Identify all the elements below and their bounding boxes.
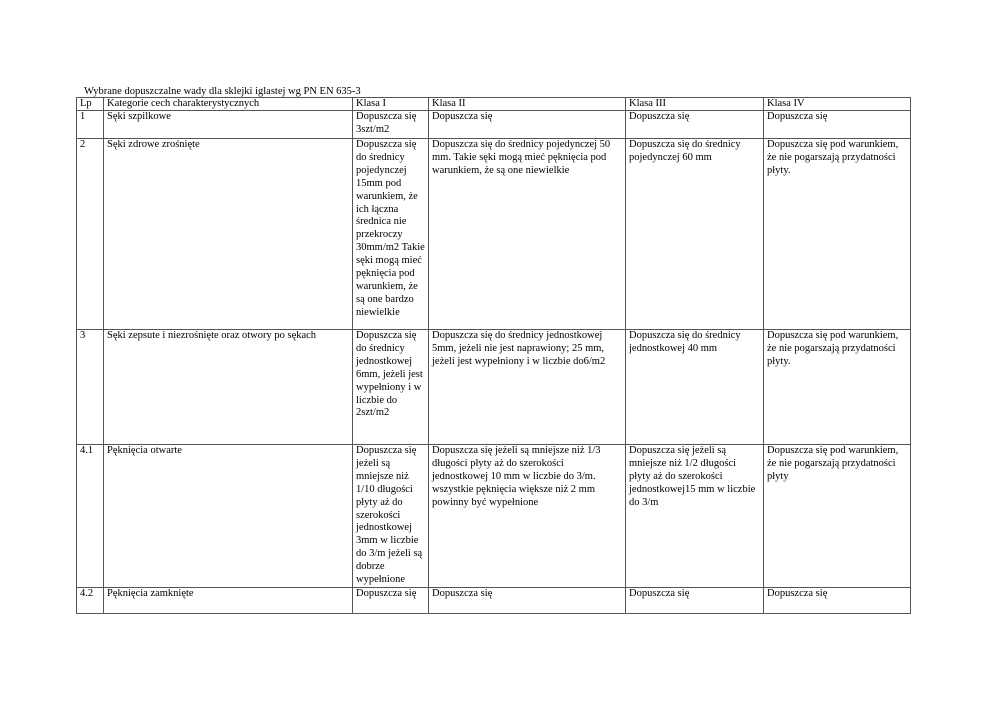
cell-klasa-4: Dopuszcza się [764,587,911,613]
cell-klasa-3: Dopuszcza się do średnicy pojedynczej 60 mm [626,139,764,330]
cell-klasa-4: Dopuszcza się pod warunkiem, że nie pogarszają przydatności płyty. [764,330,911,445]
cell-klasa-2: Dopuszcza się [429,111,626,139]
cell-klasa-1: Dopuszcza się do średnicy pojedynczej 15mm pod warunkiem, że ich łączna średnica nie przekroczy 30mm/m2 Takie sęki mogą mieć pęknięcia pod warunkiem, że są one bardzo niewielkie [353,139,429,330]
cell-klasa-4: Dopuszcza się pod warunkiem, że nie pogarszają przydatności płyty [764,445,911,588]
cell-klasa-4: Dopuszcza się pod warunkiem, że nie pogarszają przydatności płyty. [764,139,911,330]
cell-category: Pęknięcia otwarte [104,445,353,588]
cell-lp: 4.1 [77,445,104,588]
cell-klasa-2: Dopuszcza się do średnicy pojedynczej 50 mm. Takie sęki mogą mieć pęknięcia pod warunkiem, że są one niewielkie [429,139,626,330]
cell-lp: 4.2 [77,587,104,613]
cell-lp: 2 [77,139,104,330]
table-row [77,139,911,330]
cell-category: Sęki zepsute i niezrośnięte oraz otwory po sękach [104,330,353,445]
cell-klasa-3: Dopuszcza się [626,111,764,139]
cell-klasa-1: Dopuszcza się jeżeli są mniejsze niż 1/10 długości płyty aż do szerokości jednostkowej 3mm w liczbie do 3/m jeżeli są dobrze wypełnione [353,445,429,588]
cell-category: Sęki szpilkowe [104,111,353,139]
cell-klasa-1: Dopuszcza się do średnicy jednostkowej 6mm, jeżeli jest wypełniony i w liczbie do 2szt/m2 [353,330,429,445]
cell-lp: 1 [77,111,104,139]
table-row [77,445,911,588]
header-klasa-3: Klasa III [626,98,764,111]
cell-klasa-2: Dopuszcza się jeżeli są mniejsze niż 1/3 długości płyty aż do szerokości jednostkowej 10 mm w liczbie do 3/m. wszystkie pęknięcia większe niż 2 mm powinny być wypełnione [429,445,626,588]
cell-klasa-2: Dopuszcza się [429,587,626,613]
cell-klasa-1: Dopuszcza się 3szt/m2 [353,111,429,139]
table-caption: Wybrane dopuszczalne wady dla sklejki iglastej wg PN EN 635-3 [84,86,361,97]
header-lp: Lp [77,98,104,111]
cell-klasa-2: Dopuszcza się do średnicy jednostkowej 5mm, jeżeli nie jest naprawiony; 25 mm, jeżeli jest wypełniony i w liczbie do6/m2 [429,330,626,445]
cell-klasa-4: Dopuszcza się [764,111,911,139]
cell-lp: 3 [77,330,104,445]
cell-klasa-1: Dopuszcza się [353,587,429,613]
header-category: Kategorie cech charakterystycznych [104,98,353,111]
cell-klasa-3: Dopuszcza się jeżeli są mniejsze niż 1/2 długości płyty aż do szerokości jednostkowej15 mm w liczbie do 3/m [626,445,764,588]
header-klasa-2: Klasa II [429,98,626,111]
cell-klasa-3: Dopuszcza się do średnicy jednostkowej 40 mm [626,330,764,445]
header-klasa-1: Klasa I [353,98,429,111]
table-row [77,111,911,139]
defects-table [76,97,911,614]
table-row [77,587,911,613]
table-header-row [77,98,911,111]
table-row [77,330,911,445]
cell-klasa-3: Dopuszcza się [626,587,764,613]
cell-category: Sęki zdrowe zrośnięte [104,139,353,330]
header-klasa-4: Klasa IV [764,98,911,111]
cell-category: Pęknięcia zamknięte [104,587,353,613]
